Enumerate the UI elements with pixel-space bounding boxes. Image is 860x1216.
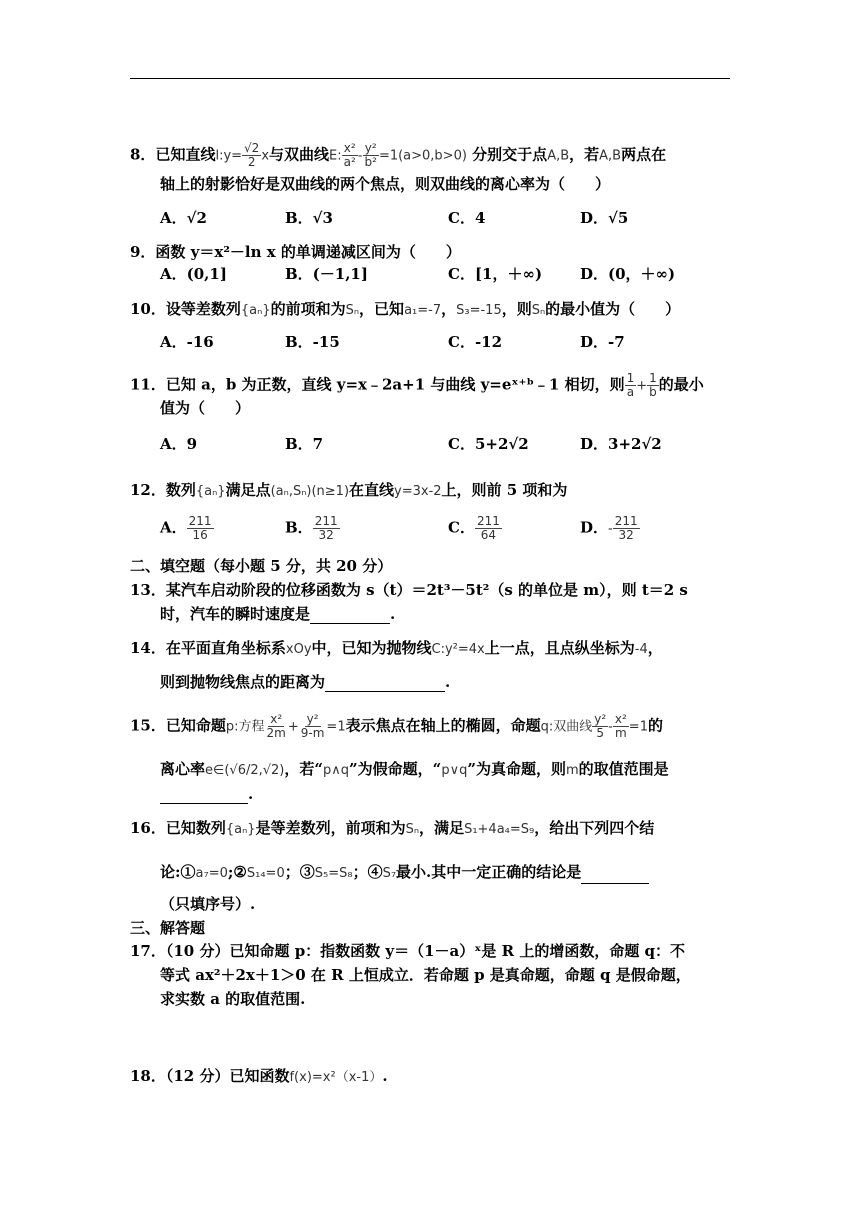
math-function: f(x)=x²（x-1） [289,1070,383,1085]
answer-blank[interactable] [310,609,390,624]
text: 与双曲线 [269,145,330,164]
text: 论:① [160,863,196,881]
math-condition: (n≥1) [311,484,350,499]
text: 已知直线 [155,145,216,164]
math-hyperbola-eq: E: [329,148,342,164]
math-line-eq: l:y= [215,148,243,164]
text: 11．已知 a，b 为正数，直线 y=x﹣2a+1 与曲线 y=eˣ⁺ᵇ﹣1 相切，则 [130,375,625,394]
fraction-numerator: 211 [476,514,500,528]
question-number: 8． [130,145,156,164]
question-15-line2 [160,759,730,781]
math-points: A,B [547,148,570,164]
text: 上一点，且点纵坐标为 [484,639,635,657]
text: . [445,673,451,691]
section-fill-heading: 二、填空题（每小题 5 分，共 20 分） [130,557,393,575]
math-parabola: C:y²=4x [431,642,485,657]
fraction-y2-b2: $\frac{\text{y²}}{\text{b²}}$ [364,141,377,169]
text: 表示焦点在轴上的椭圆，命题 [345,716,541,735]
question-8-option-c: C．4 [448,209,486,227]
math-conclusion-1: a₇=0 [195,866,228,881]
text: ；④ [352,863,383,881]
question-9-stem: 9．函数 y＝x²－ln x 的单调递减区间为（ ） [130,243,461,261]
question-9-option-c: C．[1，＋∞) [448,265,543,283]
question-9-option-d: D．(0，＋∞) [580,265,676,283]
question-17-line1: 17．（10 分）已知命题 p：指数函数 y＝（1－a）ˣ是 R 上的增函数，命题 q：不 [130,942,686,960]
text: 的 [647,716,663,735]
fraction-sqrt2-over-2: $\frac{√2}{2}$ [244,141,260,169]
text: 的最小 [658,375,704,394]
text: . [382,1067,388,1085]
question-13-line1: 13．某汽车启动阶段的位移函数为 s（t）＝2t³－5t²（s 的单位是 m），则 t＝2 s [130,581,688,599]
text: ”为真命题，则 [467,760,566,778]
text: 两点在 [621,145,667,164]
text: ， [441,300,457,318]
fraction-1-over-a: $\frac{1}{a}$ [626,371,635,399]
text: ”为假命题，“ [349,760,442,778]
math-plus: + [287,719,299,735]
answer-blank[interactable] [581,869,649,884]
math-proposition-q: q:双曲线 [540,719,593,735]
question-12-option-c [448,515,502,542]
math-equals: =1 [326,719,346,735]
fraction-y2-9-m: $\frac{\text{y²}}{9-m}$ [300,712,325,740]
header-rule [130,78,730,79]
fraction-numerator: 211 [614,514,638,528]
text: 已知数列 [165,819,226,837]
option-fraction [475,515,502,542]
text: 最小.其中一定正确的结论是 [396,863,582,881]
question-8-option-d: D．√5 [580,209,629,227]
math-coord-system: xOy [285,642,312,657]
math-point: (aₙ,Sₙ) [270,484,312,499]
question-17-line3: 求实数 a 的取值范围. [160,990,306,1008]
question-15-line1 [130,713,730,740]
math-sn: Sₙ [531,303,546,318]
fraction-x2-a2: $\frac{\text{x²}}{\text{a²}}$ [343,141,356,169]
question-number: 14． [130,639,166,657]
question-number: 12． [130,481,166,499]
text: . [390,605,396,623]
math-x: x [261,148,270,164]
question-number: 16． [130,819,166,837]
text: 在平面直角坐标系 [165,639,286,657]
question-11-line2: 值为（ ） [160,399,251,417]
math-equals: =1 [628,719,648,735]
question-12-stem [130,480,730,502]
question-11-option-c: C．5+2√2 [448,435,529,453]
math-p-and-q: p∧q [323,763,350,778]
text: ，则 [501,300,532,318]
minus-sign: - [608,521,613,537]
text: . [248,785,254,803]
math-conclusion-3: S₅=S₈ [314,866,353,881]
option-label: C． [448,518,475,537]
text: ，满足 [419,819,465,837]
fraction-1-over-b: $\frac{1}{b}$ [649,371,657,399]
question-8-line2: 轴上的射影恰好是双曲线的两个焦点，则双曲线的离心率为（ ） [160,175,611,193]
answer-blank[interactable] [160,789,248,804]
question-15-line3 [160,784,730,804]
math-plus: + [636,378,648,394]
text: 18．（12 分）已知函数 [130,1067,290,1085]
text: 设等差数列 [165,300,241,318]
math-m: m [565,763,579,778]
text: ，已知 [359,300,405,318]
question-10-option-d: D．-7 [580,333,625,351]
text: ，若 [569,145,600,164]
question-number: 10． [130,300,166,318]
text: 则到抛物线焦点的距离为 [160,673,326,691]
question-10-option-b: B．-15 [285,333,340,351]
question-10-option-c: C．-12 [448,333,503,351]
math-sequence: {aₙ} [225,822,256,837]
question-13-line2 [160,604,730,624]
fraction-denominator: 64 [480,528,497,542]
fraction-denominator: 32 [618,528,634,542]
text: 满足点 [225,481,271,499]
text: 的最小值为（ ） [545,300,681,318]
text: 是等差数列，前项和为 [255,819,406,837]
text: 在直线 [349,481,395,499]
math-line: y=3x-2 [394,484,442,499]
text: 已知命题 [165,716,226,735]
question-10-stem [130,299,730,321]
question-14-line2 [160,672,730,692]
question-16-line1 [130,818,730,840]
question-11-option-d: D．3+2√2 [580,435,662,453]
math-sn: Sₙ [345,303,360,318]
question-16-line2 [160,862,730,884]
math-condition: S₁+4a₄=S₉ [464,822,535,837]
question-9-option-a: A．(0,1] [160,265,227,283]
section-answer-heading: 三、解答题 [130,919,206,937]
fraction-x2-m: $\frac{\text{x²}}{m}$ [614,712,627,740]
question-number: 15． [130,716,166,735]
question-8-line1 [130,142,730,169]
text: 的取值范围是 [578,760,669,778]
math-hyperbola-cond: =1(a>0,b>0) [378,148,467,164]
text: 中，已知为抛物线 [311,639,432,657]
option-label: B． [285,518,313,537]
math-sn: Sₙ [405,822,420,837]
text: 上，则前 5 项和为 [441,481,568,499]
question-12-option-a [160,515,214,542]
answer-blank[interactable] [325,677,445,692]
math-points: A,B [599,148,622,164]
math-value: -4 [634,642,648,657]
fraction-numerator: 211 [188,514,212,528]
fraction-denominator: 16 [192,528,208,542]
question-17-line2: 等式 ax²＋2x＋1＞0 在 R 上恒成立．若命题 p 是真命题，命题 q 是假命题， [160,966,691,984]
math-conclusion-2: S₁₄=0 [246,866,285,881]
text: ，给出下列四个结 [534,819,655,837]
math-sequence: {aₙ} [195,484,226,499]
text: ;② [227,863,247,881]
text: 离心率 [160,760,206,778]
math-eccentricity-range: e∈(√6/2,√2) [205,763,285,778]
fraction-x2-2m: $\frac{\text{x²}}{2m}$ [266,712,286,740]
text: 时，汽车的瞬时速度是 [160,605,311,623]
option-label: A． [160,518,187,537]
math-minus: - [357,148,363,164]
math-p-or-q: p∨q [441,763,468,778]
question-12-option-d [580,515,640,542]
text: 数列 [165,481,196,499]
math-minus: - [608,719,613,735]
option-fraction [313,515,340,542]
question-11-option-a: A．9 [160,435,198,453]
question-11-line1 [130,372,730,399]
text: ， [647,639,663,657]
question-10-option-a: A．-16 [160,333,214,351]
math-conclusion-4: S₇ [382,866,397,881]
option-fraction [613,515,640,542]
question-8-option-b: B．√3 [285,209,333,227]
question-16-line3: （只填序号）. [160,895,256,913]
math-s3: S₃=-15 [456,303,502,318]
question-18-stem [130,1066,730,1088]
question-9-option-b: B．(－1,1] [285,265,368,283]
text: 的前项和为 [270,300,346,318]
question-8-option-a: A．√2 [160,209,207,227]
fraction-denominator: 32 [318,528,334,542]
question-14-line1 [130,638,730,660]
question-11-option-b: B．7 [285,435,324,453]
text: ，若“ [284,760,324,778]
question-12-option-b [285,515,340,542]
fraction-numerator: 211 [314,514,338,528]
math-a1: a₁=-7 [404,303,442,318]
option-fraction [187,515,214,542]
option-label: D． [580,518,609,537]
fraction-y2-5: $\frac{\text{y²}}{5}$ [594,712,607,740]
text: ；③ [284,863,315,881]
math-sequence: {aₙ} [240,303,271,318]
math-proposition-p: p:方程 [225,719,265,735]
text: 分别交于点 [472,145,548,164]
